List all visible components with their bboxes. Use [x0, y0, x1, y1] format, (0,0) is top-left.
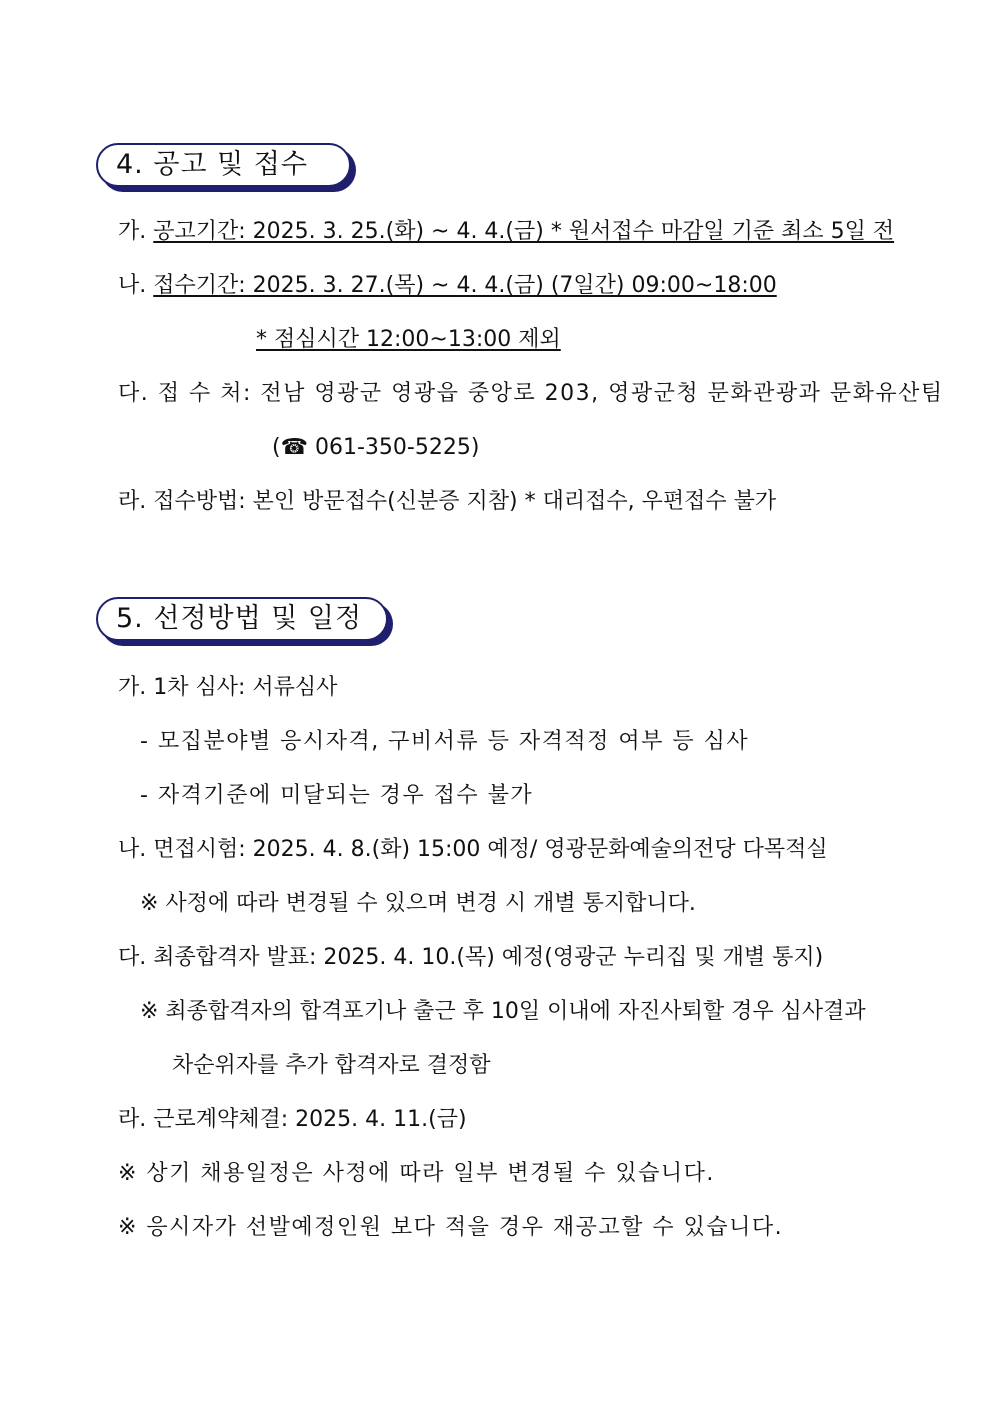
reception-period-line	[118, 271, 932, 301]
interview-note-text: ※ 사정에 따라 변경될 수 있으며 변경 시 개별 통지합니다.	[140, 891, 696, 916]
replacement-note-cont-line	[172, 1051, 932, 1081]
first-review-line	[118, 673, 932, 703]
review-detail-text: - 모집분야별 응시자격, 구비서류 등 자격적정 여부 등 심사	[140, 729, 750, 754]
contract-text: 근로계약체결: 2025. 4. 11.(금)	[153, 1107, 467, 1132]
reception-method-line	[118, 487, 932, 517]
notice-period-line	[118, 217, 932, 247]
lunch-note-text: * 점심시간 12:00~13:00 제외	[256, 327, 561, 352]
phone-line: (☎ 061-350-5225)	[272, 435, 480, 460]
schedule-change-note-line	[118, 1159, 932, 1189]
interview-text: 면접시험: 2025. 4. 8.(화) 15:00 예정/ 영광문화예술의전당 다목적실	[153, 837, 828, 862]
final-announcement-text: 최종합격자 발표: 2025. 4. 10.(목) 예정(영광군 누리집 및 개별 통지)	[153, 945, 824, 970]
item-marker: 다.	[118, 945, 147, 970]
reception-method-text: 접수방법: 본인 방문접수(신분증 지참) * 대리접수, 우편접수 불가	[153, 489, 777, 514]
reception-place-line	[118, 379, 944, 409]
interview-note-line	[140, 889, 932, 919]
schedule-change-note-text: ※ 상기 채용일정은 사정에 따라 일부 변경될 수 있습니다.	[118, 1161, 715, 1186]
re-announcement-note-text: ※ 응시자가 선발예정인원 보다 적을 경우 재공고할 수 있습니다.	[118, 1215, 784, 1240]
final-announcement-line	[118, 943, 932, 973]
disqualify-line	[140, 781, 932, 811]
re-announcement-note-line	[118, 1213, 932, 1243]
replacement-note-text: ※ 최종합격자의 합격포기나 출근 후 10일 이내에 자진사퇴할 경우 심사결과	[140, 999, 866, 1024]
reception-period-text: 접수기간: 2025. 3. 27.(목) ~ 4. 4.(금) (7일간) 09:00~18:00	[153, 273, 777, 298]
contract-line	[118, 1105, 932, 1135]
item-marker: 다.	[118, 381, 150, 406]
item-marker: 가.	[118, 219, 147, 244]
item-marker: 가.	[118, 675, 147, 700]
item-marker: 라.	[118, 489, 147, 514]
phone-number: 061-350-5225	[315, 435, 471, 460]
review-detail-line	[140, 727, 932, 757]
reception-place-text: 접 수 처: 전남 영광군 영광읍 중앙로 203, 영광군청 문화관광과 문화유산팀	[157, 381, 944, 406]
section-4-title: 4. 공고 및 접수	[96, 143, 351, 187]
phone-icon: ☎	[280, 435, 308, 460]
item-marker: 라.	[118, 1107, 147, 1132]
interview-line	[118, 835, 932, 865]
section-5-title: 5. 선정방법 및 일정	[96, 597, 388, 641]
item-marker: 나.	[118, 273, 147, 298]
notice-period-text: 공고기간: 2025. 3. 25.(화) ~ 4. 4.(금) * 원서접수 마감일 기준 최소 5일 전	[153, 219, 895, 244]
replacement-note-line	[140, 997, 932, 1027]
replacement-note-cont-text: 차순위자를 추가 합격자로 결정함	[172, 1053, 491, 1078]
disqualify-text: - 자격기준에 미달되는 경우 접수 불가	[140, 783, 534, 808]
item-marker: 나.	[118, 837, 147, 862]
first-review-text: 1차 심사: 서류심사	[153, 675, 338, 700]
lunch-note-line	[256, 325, 932, 355]
